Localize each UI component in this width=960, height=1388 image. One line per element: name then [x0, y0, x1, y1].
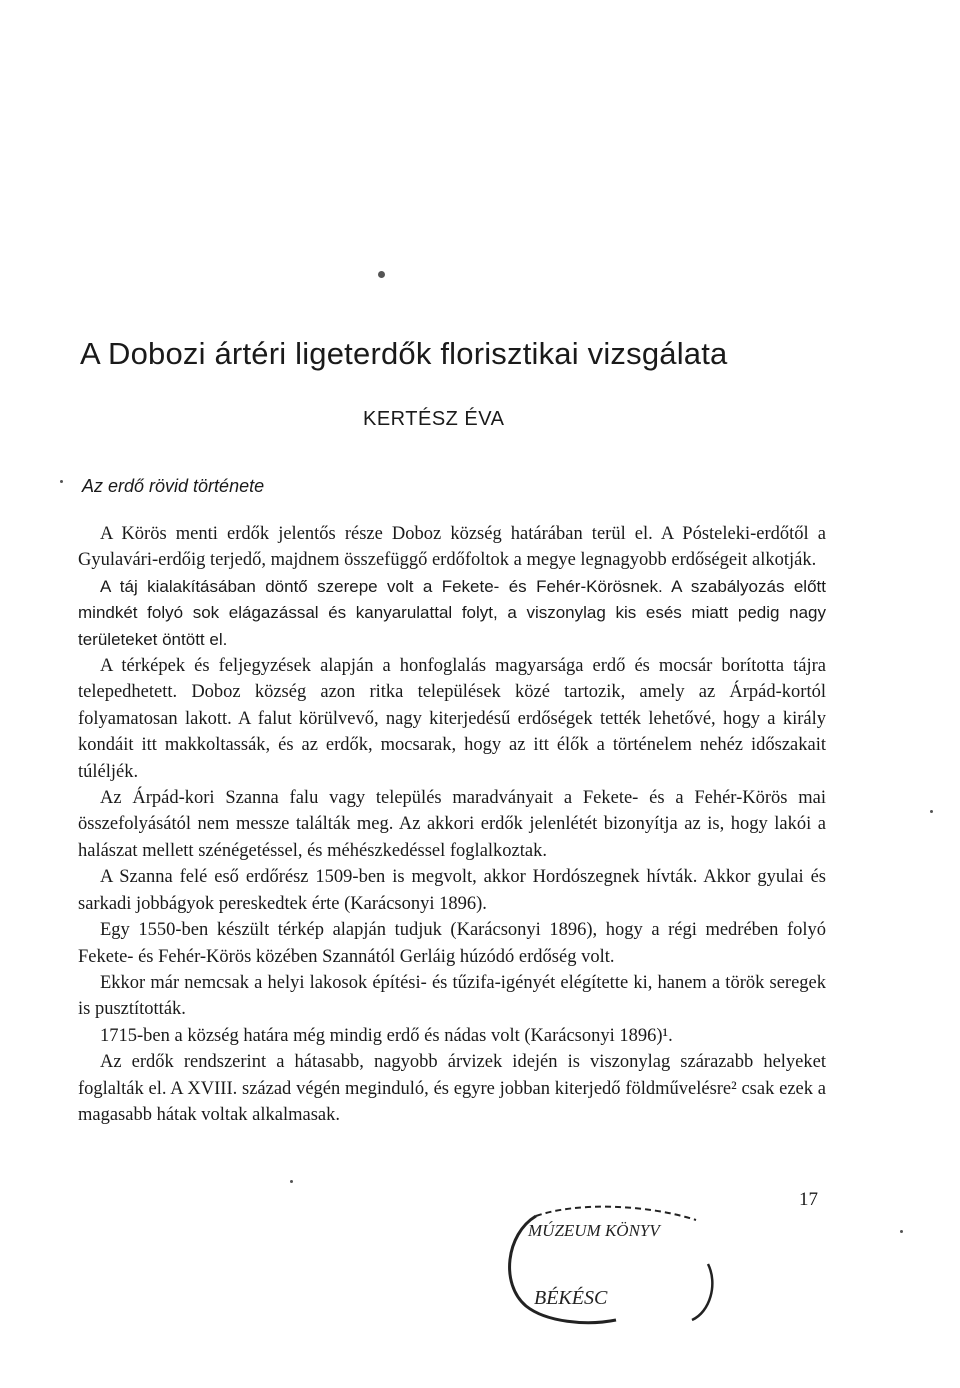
paragraph: A Körös menti erdők jelentős része Doboz község határában terül el. A Pósteleki-erdőtől a Gyulavári-erdőig terjedő, majdnem összefüggő erdőfoltok a megye legnagyobb erdőségeit alkotják. — [78, 524, 826, 571]
paragraph: A táj kialakításában döntő szerepe volt a Fekete- és Fehér-Körösnek. A szabályozás előtt mindkét folyó sok elágazással és kanyarulattal folyt, a viszonylag kis esés miatt pedig nagy területeket öntött el. — [78, 576, 826, 649]
author-name: KERTÉSZ ÉVA — [363, 408, 505, 430]
paragraph: Egy 1550-ben készült térkép alapján tudjuk (Karácsonyi 1896), hogy a régi medrében folyó Fekete- és Fehér-Körös közében Szannától Gerláig húzódó erdőség volt. — [78, 920, 826, 967]
paragraph: A térképek és feljegyzések alapján a honfoglalás magyarsága erdő és mocsár borította tájra telepedhetett. Doboz község azon ritka települések közé tartozik, amely az Árpád-kortól folyamatosan lakott. A falut körülvevő, nagy kiterjedésű erdőségek tették lehetővé, hogy a király kondáit itt makkoltassák, és az erdők, mocsarak, hogy az itt élők a történelem nehéz időszakait túléljék. — [78, 656, 826, 782]
stamp-top-text: MÚZEUM KÖNYV — [528, 1221, 660, 1240]
stamp-bottom-text: BÉKÉSC — [534, 1287, 608, 1309]
scan-speck — [900, 1230, 903, 1233]
page-number: 17 — [799, 1189, 818, 1210]
scan-speck — [378, 271, 385, 278]
paragraph: Ekkor már nemcsak a helyi lakosok építési- és tűzifa-igényét elégítette ki, hanem a török seregek is pusztították. — [78, 972, 826, 1020]
section-heading: Az erdő rövid története — [82, 476, 265, 496]
scan-speck — [930, 810, 933, 813]
library-stamp — [496, 1194, 726, 1330]
paragraph: Az erdők rendszerint a hátasabb, nagyobb árvizek idején is viszonylag szárazabb helyeket foglalták el. A XVIII. század végén meginduló, és egyre jobban kiterjedő földművelésre² csak ezek a magasabb hátak voltak alkalmasak. — [78, 1052, 826, 1125]
scan-speck — [290, 1180, 293, 1183]
article-title: A Dobozi ártéri ligeterdők florisztikai vizsgálata — [80, 336, 728, 371]
paragraph: A Szanna felé eső erdőrész 1509-ben is megvolt, akkor Hordószegnek hívták. Akkor gyulai és sarkadi jobbágyok pereskedtek érte (Karácsonyi 1896). — [78, 867, 826, 914]
scan-speck — [60, 480, 63, 483]
paragraph: Az Árpád-kori Szanna falu vagy település maradványait a Fekete- és a Fehér-Körös mai összefolyásától nem messze találták meg. Az akkori erdők jelenlétét bizonyítja az is, hogy lakói a halászat mellett szénégetéssel, és méhészkedéssel foglalkoztak. — [78, 788, 826, 861]
article-body — [78, 521, 826, 1128]
paragraph: 1715-ben a község határa még mindig erdő és nádas volt (Karácsonyi 1896)¹. — [100, 1025, 673, 1046]
